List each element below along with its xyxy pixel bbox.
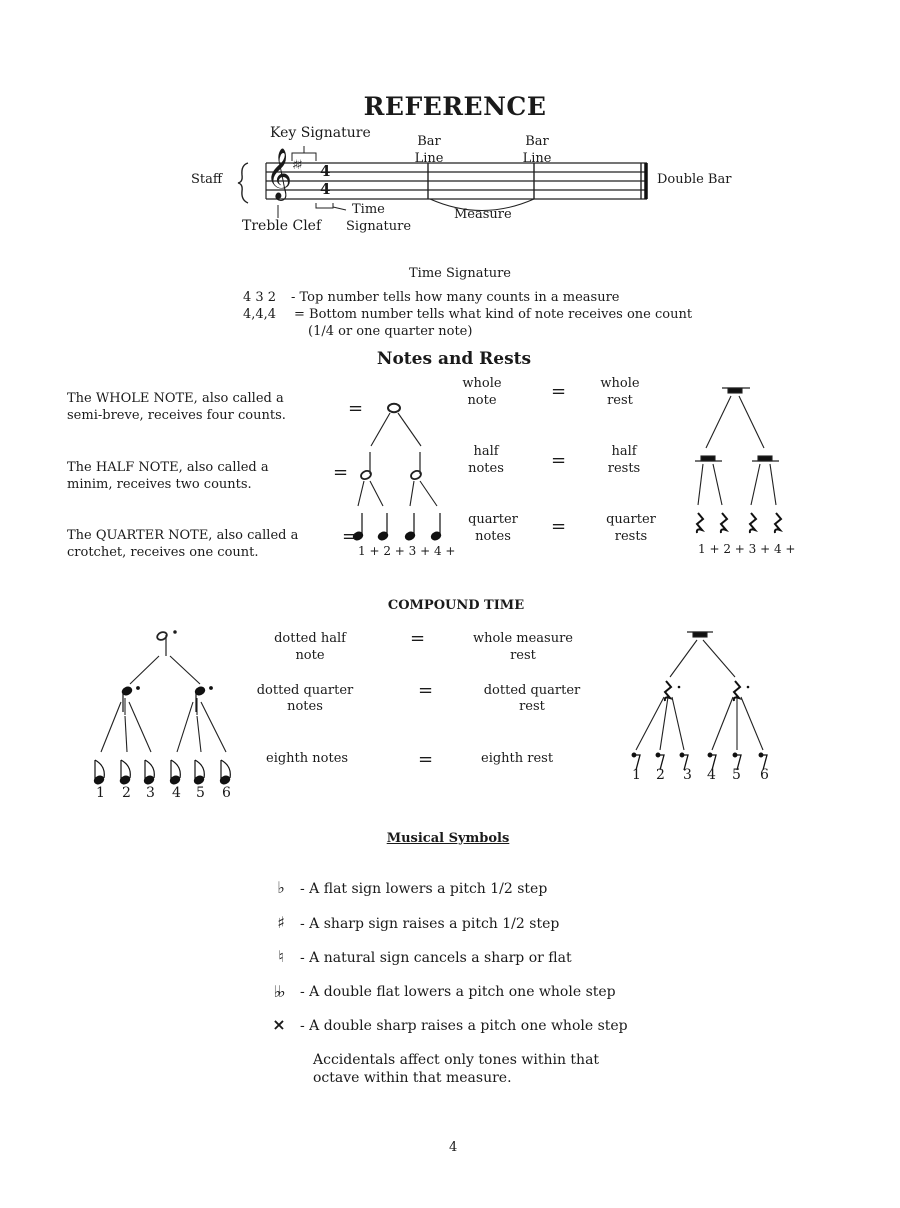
whole-rest-label-a: whole (600, 376, 640, 391)
double-sharp-icon: × (272, 1015, 286, 1034)
double-flat-text: - A double flat lowers a pitch one whole step (300, 984, 616, 1000)
notes-rests-heading: Notes and Rests (376, 349, 532, 369)
accidentals-note-1: Accidentals affect only tones within that (313, 1052, 600, 1068)
natural-text: - A natural sign cancels a sharp or flat (300, 950, 572, 966)
musical-symbols-heading: Musical Symbols (386, 831, 510, 846)
quarter-equals: = (551, 516, 567, 537)
sharp-icon: ♯ (277, 913, 285, 932)
accidentals-note-2: octave within that measure. (313, 1070, 512, 1086)
flat-text: - A flat sign lowers a pitch 1/2 step (300, 881, 548, 897)
time-signature-label-a: Time (352, 202, 385, 217)
note-counts: 1 + 2 + 3 + 4 + (358, 544, 456, 558)
count-rest-4: 4 (707, 767, 716, 783)
rests-tree (695, 388, 779, 505)
whole-note-desc-2: semi-breve, receives four counts. (67, 408, 286, 423)
eighth-rest-label: eighth rest (481, 751, 554, 766)
quarter-notes-label-a: quarter (468, 512, 518, 527)
quarter-rests-label-b: rests (614, 529, 648, 544)
flat-icon: ♭ (277, 878, 285, 897)
time-signature-label-b: Signature (346, 219, 412, 234)
count-note-3: 3 (146, 785, 155, 801)
whole-desc-equals: = (348, 398, 364, 419)
quarter-notes (352, 513, 442, 541)
quarter-note-desc-1: The QUARTER NOTE, also called a (67, 528, 299, 543)
time-signature-heading: Time Signature (409, 266, 511, 281)
double-bar-label: Double Bar (657, 172, 732, 187)
count-note-1: 1 (96, 785, 105, 801)
dotted-quarter-notes (121, 686, 212, 712)
whole-note-desc-1: The WHOLE NOTE, also called a (67, 391, 284, 406)
time-signature-top: 4 (320, 162, 331, 180)
compound-notes-tree (101, 631, 226, 752)
natural-icon: ♮ (278, 947, 284, 966)
whole-equals: = (551, 381, 567, 402)
whole-note-glyph (388, 404, 400, 412)
bar-line-label-2-a: Bar (525, 134, 549, 149)
key-signature-glyph: ♯♯ (292, 158, 301, 173)
measure-label: Measure (454, 207, 512, 222)
dotted-quarter-rest-label-b: rest (519, 699, 545, 714)
count-rest-1: 1 (632, 767, 641, 783)
half-note-desc-1: The HALF NOTE, also called a (67, 460, 269, 475)
eighth-rests (632, 753, 767, 770)
quarter-notes-label-b: notes (475, 529, 511, 544)
time-sig-line2-text: = Bottom number tells what kind of note receives one count (294, 307, 693, 322)
page-number: 4 (449, 1140, 458, 1155)
staff-brace (238, 163, 248, 203)
count-note-4: 4 (172, 785, 181, 801)
page-title: REFERENCE (363, 92, 547, 121)
treble-clef-label: Treble Clef (242, 218, 322, 234)
count-note-6: 6 (222, 785, 231, 801)
whole-note-label-b: note (467, 393, 497, 408)
half-rest-glyph-2 (758, 456, 772, 461)
bar-line-label-1-a: Bar (417, 134, 441, 149)
bar-line-label-1-b: Line (414, 151, 444, 166)
count-rest-6: 6 (760, 767, 769, 783)
time-sig-line1-nums: 4 3 2 (243, 290, 277, 305)
half-notes-label-b: notes (468, 461, 504, 476)
time-signature-bottom: 4 (320, 180, 331, 198)
whole-note-label-a: whole (462, 376, 502, 391)
quarter-note-desc-2: crotchet, receives one count. (67, 545, 259, 560)
half-rests-label-b: rests (607, 461, 641, 476)
rest-counts: 1 + 2 + 3 + 4 + (698, 542, 796, 556)
dotted-half-label-b: note (295, 648, 325, 663)
half-equals: = (551, 450, 567, 471)
half-rest-glyph-1 (701, 456, 715, 461)
quarter-rests-label-a: quarter (606, 512, 656, 527)
eighth-notes (93, 760, 231, 785)
bar-line-label-2-b: Line (522, 151, 552, 166)
compound-time-heading: COMPOUND TIME (387, 598, 525, 613)
dotted-quarter-label-b: notes (287, 699, 323, 714)
time-sig-bracket (316, 203, 333, 208)
whole-measure-rest-label-a: whole measure (472, 631, 574, 646)
time-sig-line3: (1/4 or one quarter note) (308, 324, 473, 339)
dotted-quarter-equals: = (418, 680, 434, 701)
half-notes-label-a: half (473, 444, 499, 459)
count-rest-5: 5 (732, 767, 741, 783)
dotted-quarter-label-a: dotted quarter (256, 683, 354, 698)
double-sharp-text: - A double sharp raises a pitch one whole step (300, 1018, 628, 1034)
count-note-5: 5 (196, 785, 205, 801)
dotted-quarter-rest-label-a: dotted quarter (483, 683, 581, 698)
whole-measure-rest-glyph (693, 632, 707, 637)
whole-measure-rest-label-b: rest (510, 648, 536, 663)
half-rests-label-a: half (611, 444, 637, 459)
count-note-2: 2 (122, 785, 131, 801)
quarter-rests (697, 513, 781, 533)
count-rest-3: 3 (683, 767, 692, 783)
half-desc-equals: = (333, 462, 349, 483)
double-flat-icon: ♭♭ (273, 982, 283, 1001)
dotted-quarter-rests (665, 681, 740, 701)
count-rest-2: 2 (656, 767, 665, 783)
treble-clef-glyph: 𝄞 (266, 148, 293, 199)
dotted-half-equals: = (410, 628, 426, 649)
sharp-text: - A sharp sign raises a pitch 1/2 step (300, 916, 560, 932)
notes-tree (358, 404, 437, 506)
staff-label: Staff (191, 172, 223, 187)
whole-rest-glyph (728, 388, 742, 393)
key-signature-label: Key Signature (270, 125, 371, 141)
time-sig-line1-text: - Top number tells how many counts in a measure (291, 290, 620, 305)
half-note-desc-2: minim, receives two counts. (67, 477, 252, 492)
quarter-desc-equals: = (342, 526, 358, 547)
dotted-half-label-a: dotted half (274, 631, 346, 646)
eighth-equals: = (418, 749, 434, 770)
compound-rests-tree (636, 632, 763, 750)
eighth-notes-label: eighth notes (266, 751, 349, 766)
whole-rest-label-b: rest (607, 393, 633, 408)
time-sig-line2-nums: 4,4,4 (243, 307, 277, 322)
